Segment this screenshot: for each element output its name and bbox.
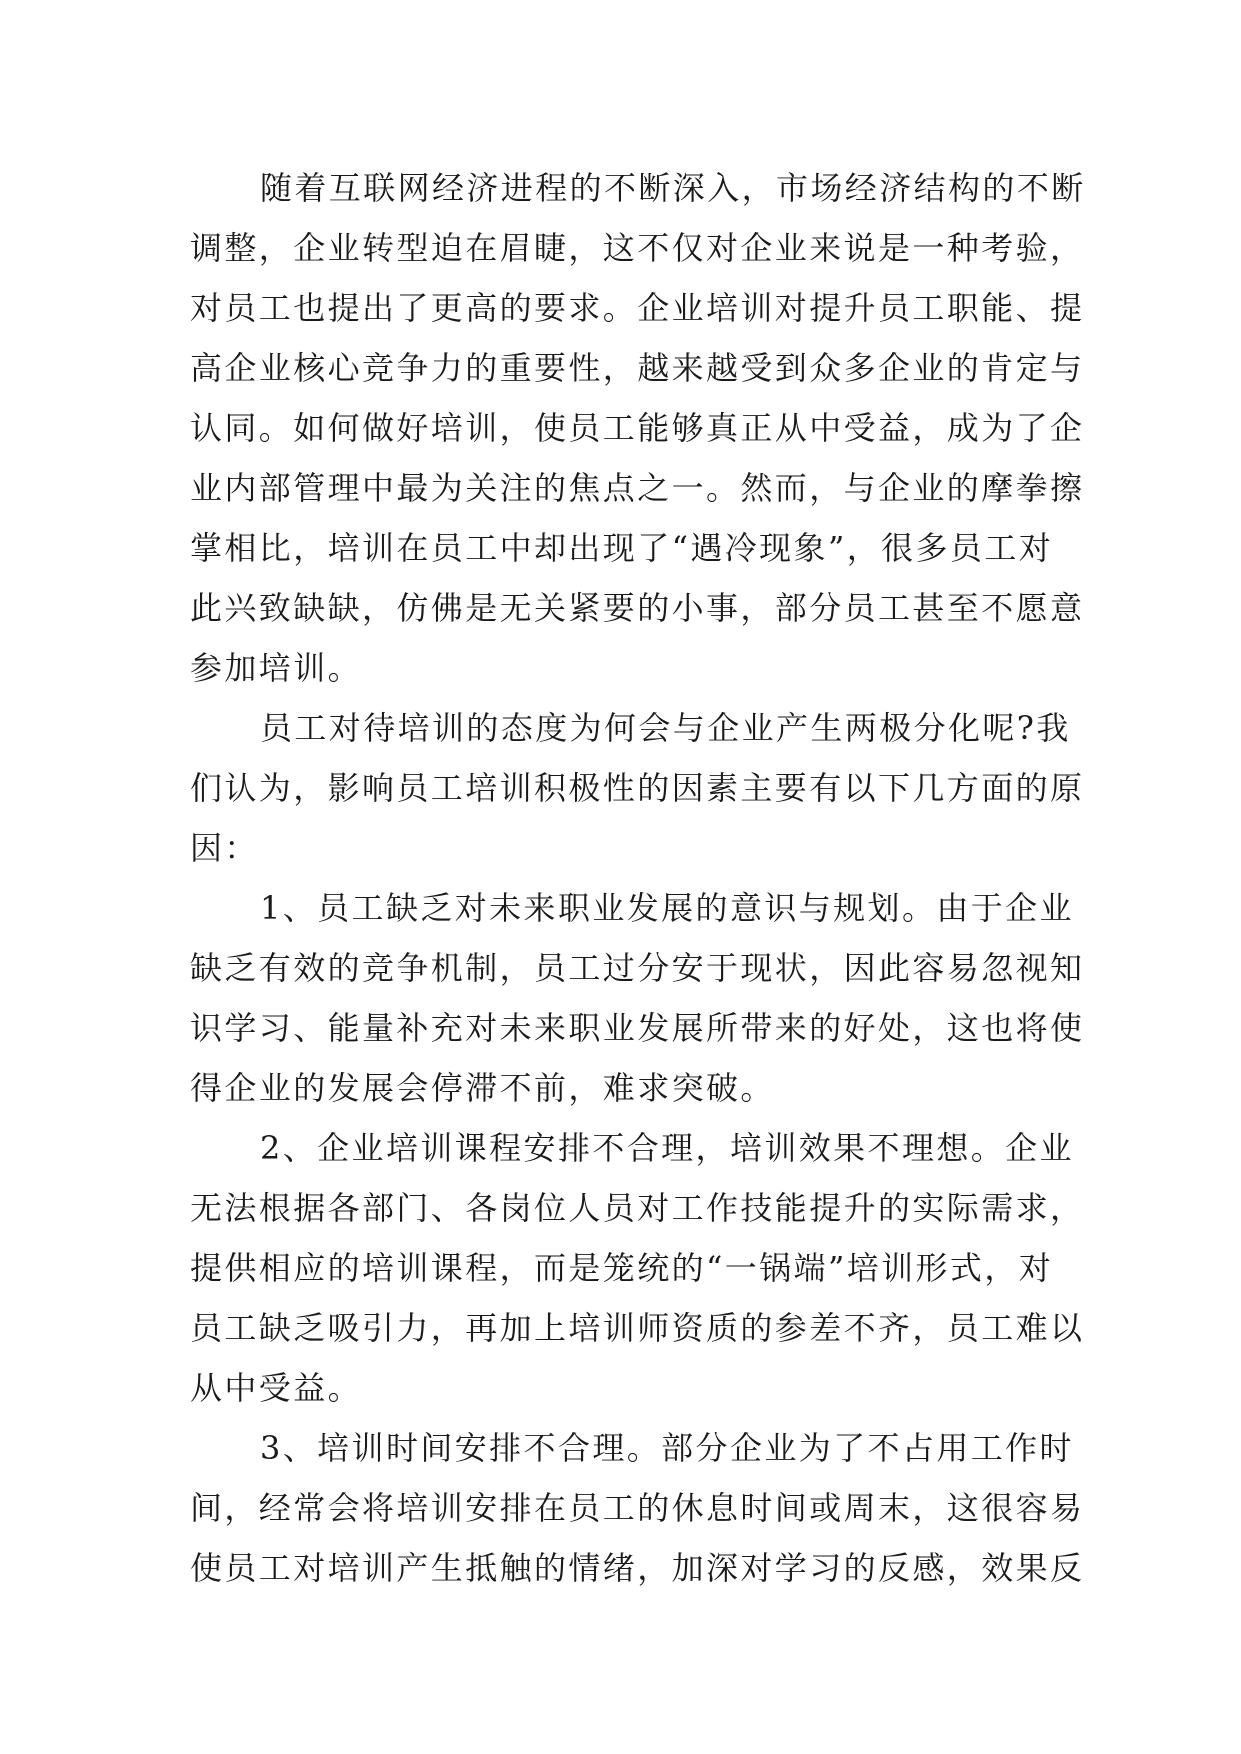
- text-line: 3、培训时间安排不合理。部分企业为了不占用工作时: [260, 1429, 1074, 1467]
- text-line: 间，经常会将培训安排在员工的休息时间或周末，这很容易: [190, 1489, 1085, 1527]
- text-line: 调整，企业转型迫在眉睫，这不仅对企业来说是一种考验，: [190, 229, 1085, 267]
- text-line: 从中受益。: [190, 1369, 363, 1407]
- text-line: 提供相应的培训课程，而是笼统的“一锅端”培训形式，对: [190, 1249, 1054, 1287]
- text-line: 员工对待培训的态度为何会与企业产生两极分化呢?我: [260, 709, 1071, 747]
- text-line: 参加培训。: [190, 649, 363, 687]
- text-line: 掌相比，培训在员工中却出现了“遇冷现象”，很多员工对: [190, 529, 1054, 567]
- text-line: 2、企业培训课程安排不合理，培训效果不理想。企业: [260, 1129, 1074, 1167]
- text-line: 得企业的发展会停滞不前，难求突破。: [190, 1069, 775, 1107]
- text-line: 认同。如何做好培训，使员工能够真正从中受益，成为了企: [190, 409, 1085, 447]
- text-line: 因：: [190, 829, 259, 867]
- text-line: 业内部管理中最为关注的焦点之一。然而，与企业的摩拳擦: [190, 469, 1085, 507]
- text-line: 1、员工缺乏对未来职业发展的意识与规划。由于企业: [260, 889, 1074, 927]
- text-line: 员工缺乏吸引力，再加上培训师资质的参差不齐，员工难以: [190, 1309, 1085, 1347]
- text-line: 使员工对培训产生抵触的情绪，加深对学习的反感，效果反: [190, 1549, 1085, 1587]
- text-line: 们认为，影响员工培训积极性的因素主要有以下几方面的原: [190, 769, 1085, 807]
- document-body: [190, 158, 1086, 1598]
- text-line: 随着互联网经济进程的不断深入，市场经济结构的不断: [260, 169, 1086, 207]
- text-line: 对员工也提出了更高的要求。企业培训对提升员工职能、提: [190, 289, 1085, 327]
- text-line: 识学习、能量补充对未来职业发展所带来的好处，这也将使: [190, 1009, 1085, 1047]
- text-line: 缺乏有效的竞争机制，员工过分安于现状，因此容易忽视知: [190, 949, 1085, 987]
- text-line: 此兴致缺缺，仿佛是无关紧要的小事，部分员工甚至不愿意: [190, 589, 1085, 627]
- text-line: 无法根据各部门、各岗位人员对工作技能提升的实际需求，: [190, 1189, 1085, 1227]
- text-line: 高企业核心竞争力的重要性，越来越受到众多企业的肯定与: [190, 349, 1085, 387]
